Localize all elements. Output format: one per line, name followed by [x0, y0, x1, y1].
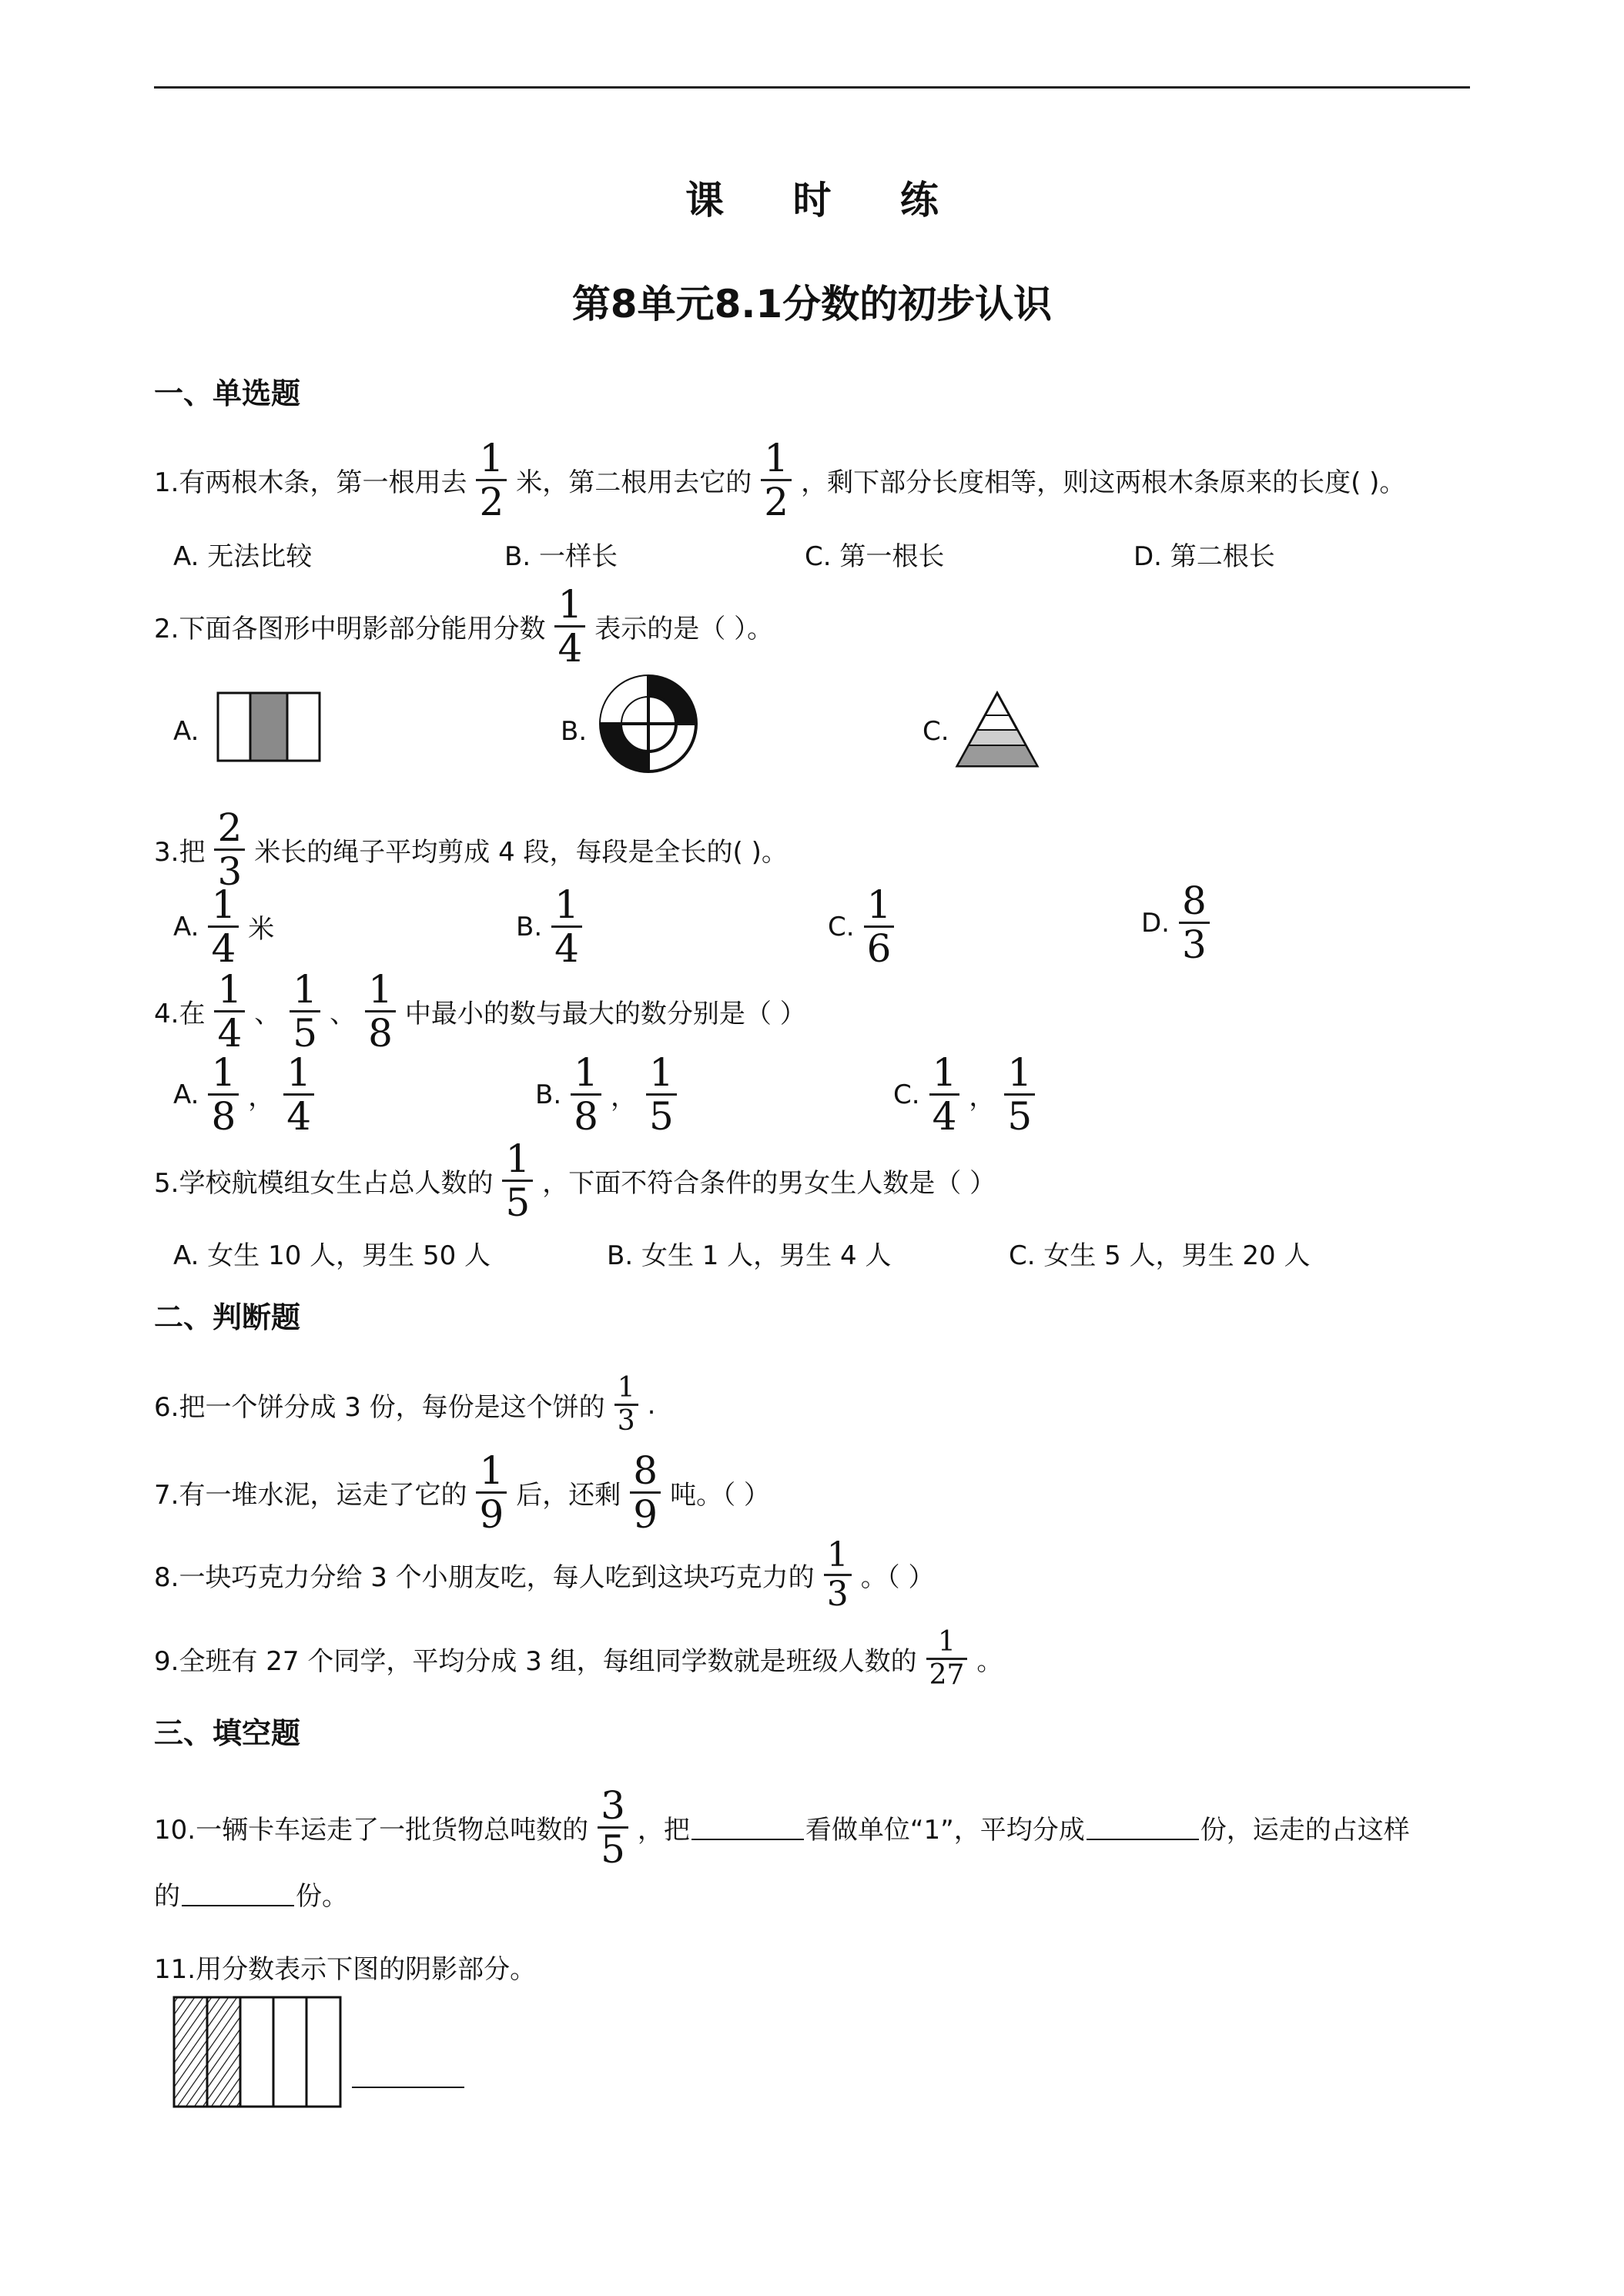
- q2-text-1: 2.下面各图形中明影部分能用分数: [154, 614, 546, 644]
- q10-fraction: 3 5: [598, 1786, 628, 1869]
- question-9: [154, 1628, 1003, 1689]
- section-title-fill-blank: 三、填空题: [154, 1716, 301, 1750]
- q10-blank-1[interactable]: [691, 1816, 804, 1840]
- q7-text-3: 吨。（ ）: [670, 1480, 770, 1511]
- q2-figure-b-target[interactable]: [594, 670, 702, 778]
- q4-text-1: 4.在: [154, 999, 206, 1029]
- q3-text-1: 3.把: [154, 837, 206, 868]
- question-5: [154, 1136, 996, 1225]
- q10-text-4: 份，运走的占这样: [1200, 1815, 1410, 1846]
- q2-option-c-label[interactable]: C.: [922, 716, 949, 747]
- q4-text-2: 中最小的数与最大的数分别是（ ）: [404, 999, 806, 1029]
- q2-option-a-label[interactable]: A.: [173, 716, 199, 747]
- q3-option-b[interactable]: B. 1 4: [516, 885, 591, 968]
- q1-option-c[interactable]: C. 第一根长: [805, 541, 945, 572]
- question-7: [154, 1448, 770, 1537]
- section-title-single-choice: 一、单选题: [154, 377, 301, 410]
- q8-text-1: 8.一块巧克力分给 3 个小朋友吃，每人吃到这块巧克力的: [154, 1562, 815, 1593]
- header-rule: [154, 86, 1470, 89]
- q1-option-d[interactable]: D. 第二根长: [1133, 541, 1275, 572]
- q3-text-2: 米长的绳子平均剪成 4 段，每段是全长的( )。: [254, 837, 788, 868]
- q10-text-2: ，把: [637, 1815, 690, 1846]
- q10-text-1: 10.一辆卡车运走了一批货物总吨数的: [154, 1815, 589, 1846]
- q4-fraction-1: 1 4: [214, 970, 245, 1053]
- q2-option-b-label[interactable]: B.: [561, 716, 588, 747]
- q5-option-b[interactable]: B. 女生 1 人，男生 4 人: [607, 1240, 892, 1271]
- q4-option-c[interactable]: C. 1 4 ， 1 5: [893, 1053, 1044, 1136]
- q5-fraction: 1 5: [502, 1140, 533, 1222]
- q8-text-2: 。（ ）: [860, 1562, 935, 1593]
- q9-text-2: 。: [976, 1646, 1003, 1677]
- q7-fraction-2: 8 9: [630, 1451, 661, 1534]
- q2-fraction: 1 4: [554, 585, 585, 668]
- q2-figure-c-triangle[interactable]: [951, 689, 1043, 774]
- q3-fraction: 2 3: [214, 808, 245, 891]
- q10-blank-3[interactable]: [182, 1882, 294, 1906]
- q3-option-d[interactable]: D. 8 3: [1141, 882, 1219, 964]
- q10-text-3: 看做单位“1”，平均分成: [805, 1815, 1085, 1846]
- q5-option-c[interactable]: C. 女生 5 人，男生 20 人: [1009, 1240, 1311, 1271]
- question-3: [154, 805, 788, 894]
- q3-option-c[interactable]: C. 1 6: [828, 885, 903, 968]
- q7-text-2: 后，还剩: [516, 1480, 621, 1511]
- q9-fraction: 1 27: [926, 1628, 968, 1689]
- q5-option-a[interactable]: A. 女生 10 人，男生 50 人: [173, 1240, 491, 1271]
- q1-text-3: ，剩下部分长度相等，则这两根木条原来的长度( )。: [801, 467, 1406, 498]
- question-10-line-2: [154, 1875, 348, 1913]
- q11-answer-blank[interactable]: [352, 2063, 464, 2088]
- q10-text-6: 份。: [296, 1881, 348, 1912]
- question-1: [154, 436, 1406, 524]
- q7-fraction-1: 1 9: [476, 1451, 507, 1534]
- q4-option-a[interactable]: A. 1 8 ， 1 4: [173, 1053, 323, 1136]
- page-subtitle: 第8单元8.1分数的初步认识: [571, 282, 1053, 326]
- q6-text-2: .: [647, 1389, 656, 1421]
- q11-figure-striped-rectangle: [171, 1994, 344, 2110]
- q8-fraction: 1 3: [824, 1538, 852, 1612]
- q7-text-1: 7.有一堆水泥，运走了它的: [154, 1480, 467, 1511]
- q4-option-b[interactable]: B. 1 8 ， 1 5: [535, 1053, 686, 1136]
- q3-option-a[interactable]: A. 1 4 米: [173, 882, 275, 971]
- q5-text-2: ，下面不符合条件的男女生人数是（ ）: [542, 1168, 996, 1199]
- question-10: [154, 1783, 1410, 1872]
- question-11: [154, 1948, 536, 1986]
- q1-fraction-1: 1 2: [476, 439, 507, 521]
- q2-figure-a-rectangle[interactable]: [216, 689, 323, 766]
- q9-text-1: 9.全班有 27 个同学，平均分成 3 组，每组同学数就是班级人数的: [154, 1646, 917, 1677]
- q2-text-2: 表示的是（ ）。: [594, 614, 774, 644]
- q1-option-b[interactable]: B. 一样长: [504, 541, 618, 572]
- page-title: 课 时 练: [685, 178, 966, 223]
- q5-text-1: 5.学校航模组女生占总人数的: [154, 1168, 494, 1199]
- q6-text-1: 6.把一个饼分成 3 份，每份是这个饼的: [154, 1392, 605, 1423]
- q10-text-5: 的: [154, 1881, 180, 1912]
- q1-text-1: 1.有两根木条，第一根用去: [154, 467, 467, 498]
- q10-blank-2[interactable]: [1087, 1816, 1199, 1840]
- q1-text-2: 米，第二根用去它的: [516, 467, 752, 498]
- section-title-true-false: 二、判断题: [154, 1300, 301, 1334]
- q1-fraction-2: 1 2: [761, 439, 792, 521]
- q6-fraction: 1 3: [614, 1374, 638, 1435]
- q4-fraction-3: 1 8: [365, 970, 396, 1053]
- q1-option-a[interactable]: A. 无法比较: [173, 541, 313, 572]
- question-4: 4.在 1 4 、 1 5 、 1 8 中最小的数与最大的数分别是（ ）: [154, 967, 806, 1056]
- question-2: [154, 582, 774, 671]
- question-6: [154, 1374, 655, 1435]
- q11-text: 11.用分数表示下图的阴影部分。: [154, 1954, 537, 1985]
- question-8: [154, 1535, 935, 1614]
- q4-fraction-2: 1 5: [290, 970, 320, 1053]
